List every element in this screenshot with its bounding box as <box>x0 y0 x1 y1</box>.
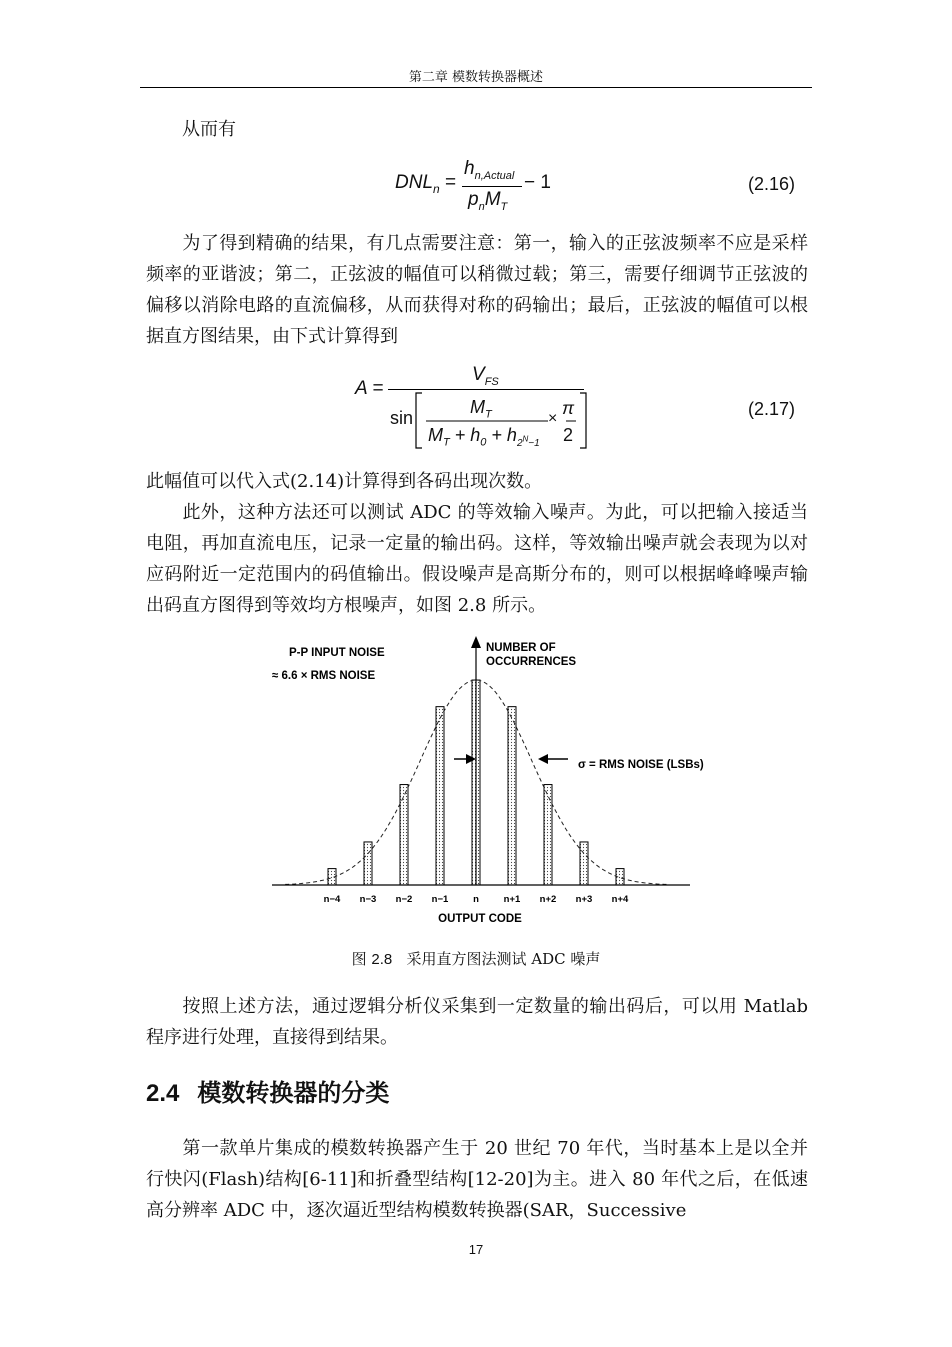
x-tick-label: n−3 <box>359 894 377 905</box>
pp-noise-label: P-P INPUT NOISE <box>289 647 385 659</box>
two: 2 <box>563 425 574 445</box>
section-heading <box>146 1073 389 1108</box>
x-tick-label: n+3 <box>575 894 593 905</box>
inner-denominator: $M_T + h_0 + h_{2^N-1}$ <box>428 425 540 449</box>
paragraph-text: 按照上述方法，通过逻辑分析仪采集到一定数量的输出码后，可以用 Matlab 程序进行处理，直接得到结果。 <box>146 996 808 1048</box>
x-axis-title: OUTPUT CODE <box>438 913 522 925</box>
x-tick-label: n−1 <box>431 894 449 905</box>
sin-label: sin <box>390 408 414 428</box>
fraction-line <box>462 186 522 187</box>
equation-number: (2.16) <box>748 174 796 194</box>
histogram-bar <box>544 785 552 885</box>
header-rule <box>140 87 812 88</box>
eq-lhs: A = <box>355 378 384 399</box>
x-tick-label: n+4 <box>611 894 629 905</box>
running-header: 第二章 模数转换器概述 <box>408 70 544 85</box>
x-tick-label: n <box>473 894 479 905</box>
paragraph <box>146 1133 808 1226</box>
paragraph-text: 第一款单片集成的模数转换器产生于 20 世纪 70 年代，当时基本上是以全并行快闪(Flash)结构[6-11]和折叠型结构[12-20]为主。进入 80 年代之后，在低速高分辨率 ADC 中，逐次逼近型结构模数转换器(SAR，Successive <box>146 1138 808 1221</box>
tick-labels-group <box>324 894 629 905</box>
eq-numerator: $V_{FS}$ <box>472 364 499 388</box>
x-tick-label: n+2 <box>539 894 557 905</box>
y-axis-arrow <box>471 636 481 648</box>
x-tick-label: n+1 <box>503 894 521 905</box>
paragraph <box>146 228 808 352</box>
pi-symbol: π <box>562 398 575 418</box>
histogram-bar <box>436 707 444 885</box>
y-axis-label-1: NUMBER OF <box>486 642 556 654</box>
histogram-figure <box>0 630 952 930</box>
page-number: 17 <box>468 1242 484 1257</box>
x-tick-label: n−2 <box>395 894 413 905</box>
pp-noise-approx: ≈ 6.6 × RMS NOISE <box>272 670 376 682</box>
paragraph-text: 从而有 <box>182 119 236 140</box>
paragraph <box>146 114 808 145</box>
times-sign: × <box>548 410 558 427</box>
figure-caption: 图 2.8 采用直方图法测试 ADC 噪声 <box>351 950 601 968</box>
inner-numerator: $M_T$ <box>470 397 492 421</box>
x-tick-label: n−4 <box>323 894 341 905</box>
fraction-line <box>388 389 584 390</box>
sigma-label: σ = RMS NOISE (LSBs) <box>578 759 704 771</box>
histogram-bar <box>400 785 408 885</box>
eq-lhs: $DNL_n$ = <box>395 172 457 196</box>
eq-tail: − 1 <box>524 172 551 193</box>
histogram-bar <box>580 842 588 885</box>
histogram-bar <box>508 707 516 885</box>
paragraph <box>146 466 808 497</box>
section-number: 2.4 <box>146 1080 180 1107</box>
paragraph-text: 此幅值可以代入式(2.14)计算得到各码出现次数。 <box>146 471 543 492</box>
y-axis-label-2: OCCURRENCES <box>486 656 577 668</box>
paragraph-text: 为了得到精确的结果，有几点需要注意：第一，输入的正弦波频率不应是采样频率的亚谐波；第二，正弦波的幅值可以稍微过载；第三，需要仔细调节正弦波的偏移以消除电路的直流偏移，从而获得对称的码输出；最后，正弦波的幅值可以根据直方图结果，由下式计算得到 <box>146 233 808 347</box>
paragraph <box>146 497 808 621</box>
section-title: 模数转换器的分类 <box>197 1080 390 1107</box>
paragraph-text: 此外，这种方法还可以测试 ADC 的等效输入噪声。为此，可以把输入接适当电阻，再加直流电压，记录一定量的输出码。这样，等效输出噪声就会表现为以对应码附近一定范围内的码值输出。假设噪声是高斯分布的，则可以根据峰峰噪声输出码直方图得到等效均方根噪声，如图 2.8 所示。 <box>146 502 808 616</box>
eq-denominator: $p_nM_T$ <box>468 189 508 213</box>
paragraph <box>146 991 808 1053</box>
equation-number: (2.17) <box>748 399 796 419</box>
eq-numerator: $h_{n,Actual}$ <box>464 158 515 182</box>
histogram-bar <box>364 842 372 885</box>
